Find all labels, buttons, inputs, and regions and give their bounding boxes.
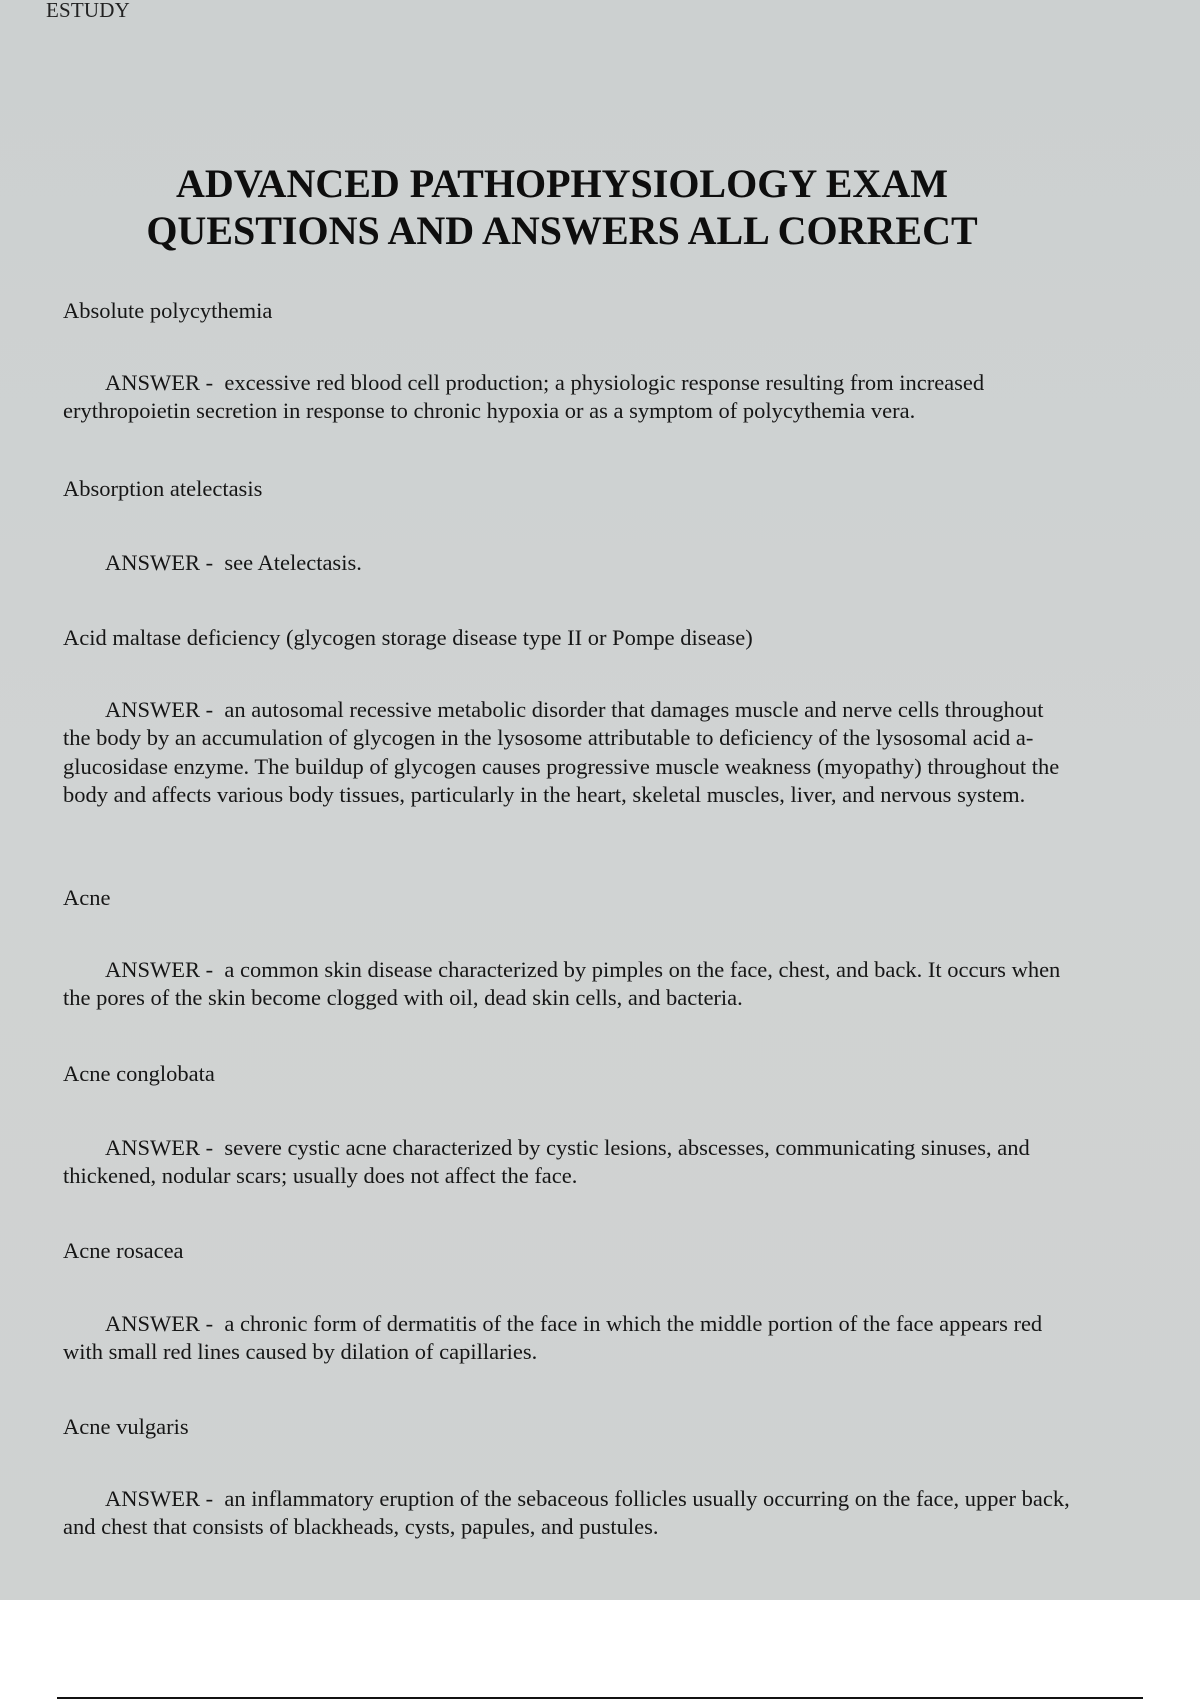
answer-prefix: ANSWER -	[105, 957, 225, 982]
document-title	[0, 160, 1124, 254]
term-heading: Acid maltase deficiency (glycogen storage disease type II or Pompe disease)	[63, 625, 753, 650]
answer-prefix: ANSWER -	[105, 697, 225, 722]
term-heading: Acne conglobata	[63, 1061, 215, 1086]
answer-body: a chronic form of dermatitis of the face in which the middle portion of the face appears red with small red lines caused by dilation of capillaries.	[63, 1311, 1043, 1365]
answer-prefix: ANSWER -	[105, 1486, 225, 1511]
answer-text	[63, 369, 1073, 426]
term-heading: Absorption atelectasis	[63, 476, 263, 501]
answer-text	[63, 956, 1073, 1013]
term-heading: Acne vulgaris	[63, 1414, 189, 1439]
term-heading: Acne	[63, 885, 111, 910]
answer-body: see Atelectasis.	[224, 550, 362, 575]
answer-prefix: ANSWER -	[105, 1135, 225, 1160]
term-heading: Acne rosacea	[63, 1238, 184, 1263]
answer-prefix: ANSWER -	[105, 370, 225, 395]
title-line-1: ADVANCED PATHOPHYSIOLOGY EXAM	[176, 161, 948, 206]
answer-body: severe cystic acne characterized by cystic lesions, abscesses, communicating sinuses, and thickened, nodular scars; usually does not affect the face.	[63, 1135, 1030, 1189]
answer-prefix: ANSWER -	[105, 1311, 225, 1336]
answer-body: an inflammatory eruption of the sebaceous follicles usually occurring on the face, upper back, and chest that consists of blackheads, cysts, papules, and pustules.	[63, 1486, 1070, 1540]
answer-text	[63, 1485, 1073, 1542]
answer-text	[63, 1134, 1073, 1191]
header-label: ESTUDY	[46, 0, 131, 22]
title-line-2: QUESTIONS AND ANSWERS ALL CORRECT	[146, 208, 978, 253]
answer-prefix: ANSWER -	[105, 550, 225, 575]
footer-divider	[57, 1697, 1143, 1699]
term-heading: Absolute polycythemia	[63, 298, 273, 323]
answer-text	[63, 696, 1073, 809]
answer-text	[63, 549, 1073, 577]
answer-body: an autosomal recessive metabolic disorder that damages muscle and nerve cells throughout the body by an accumulation of glycogen in the lysosome attributable to deficiency of the lysosomal acid a-glucosidase enzyme. The buildup of glycogen causes progressive muscle weakness (myopathy) throughout the body and affects various body tissues, particularly in the heart, skeletal muscles, liver, and nervous system.	[63, 697, 1060, 807]
answer-body: a common skin disease characterized by pimples on the face, chest, and back. It occurs when the pores of the skin become clogged with oil, dead skin cells, and bacteria.	[63, 957, 1061, 1011]
answer-text	[63, 1310, 1073, 1367]
answer-body: excessive red blood cell production; a physiologic response resulting from increased erythropoietin secretion in response to chronic hypoxia or as a symptom of polycythemia vera.	[63, 370, 985, 424]
